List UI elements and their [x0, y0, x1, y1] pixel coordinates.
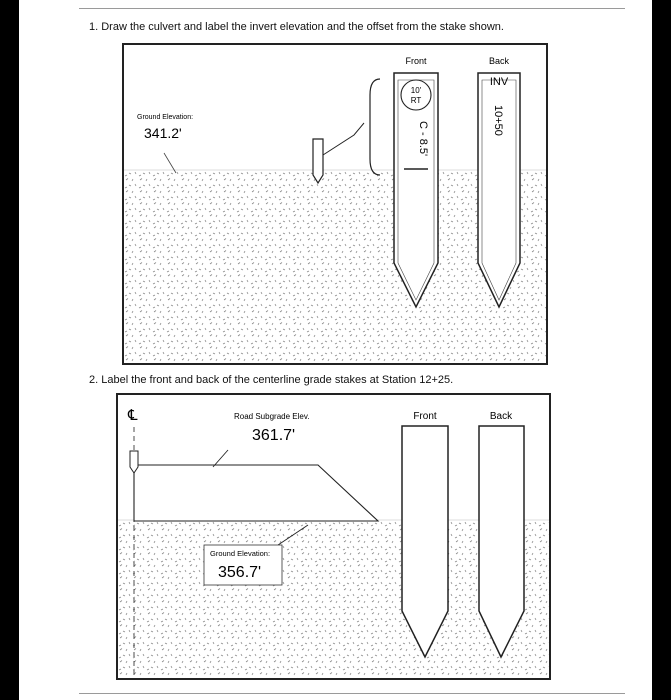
- figure-2-drawing: [118, 395, 549, 678]
- back-label: Back: [489, 411, 513, 422]
- front-stake: [402, 426, 448, 657]
- front-offset-circle: [401, 80, 431, 110]
- ground-elevation-label: Ground Elevation:: [210, 549, 271, 558]
- road-subgrade-label: Road Subgrade Elev.: [234, 412, 310, 421]
- back-stake: [479, 426, 524, 657]
- bottom-divider: [79, 693, 625, 694]
- ground-elevation-label: Ground Elevation:: [137, 114, 194, 121]
- centerline-stake: [130, 451, 138, 473]
- ground-elevation-value: 341.2': [144, 125, 182, 141]
- question-2-prompt: 2. Label the front and back of the centerline grade stakes at Station 12+25.: [89, 374, 454, 386]
- front-offset-distance: 10': [410, 86, 422, 95]
- leader-line: [323, 123, 364, 155]
- road-subgrade-value: 361.7': [252, 427, 296, 444]
- figure-1-drawing: [124, 45, 546, 363]
- front-label: Front: [405, 56, 427, 66]
- road-subgrade-fill: [134, 465, 378, 521]
- centerline-symbol: ℄: [128, 406, 138, 424]
- back-station-text: 10+50: [492, 105, 504, 136]
- guard-stake: [313, 139, 323, 183]
- front-cut-text: C - 8.5': [417, 121, 429, 157]
- stake-bracket: [370, 79, 380, 175]
- figure-1-culvert-stakes: [122, 43, 548, 365]
- figure-2-grade-stakes: [116, 393, 551, 680]
- front-label: Front: [413, 411, 437, 422]
- ground-elevation-value: 356.7': [218, 564, 262, 581]
- top-divider: [79, 8, 625, 9]
- worksheet-page: [19, 0, 652, 700]
- back-inv-text: INV: [489, 76, 509, 88]
- front-offset-side: RT: [410, 96, 422, 105]
- back-label: Back: [488, 56, 510, 66]
- question-1-prompt: 1. Draw the culvert and label the invert elevation and the offset from the stake shown.: [89, 21, 504, 33]
